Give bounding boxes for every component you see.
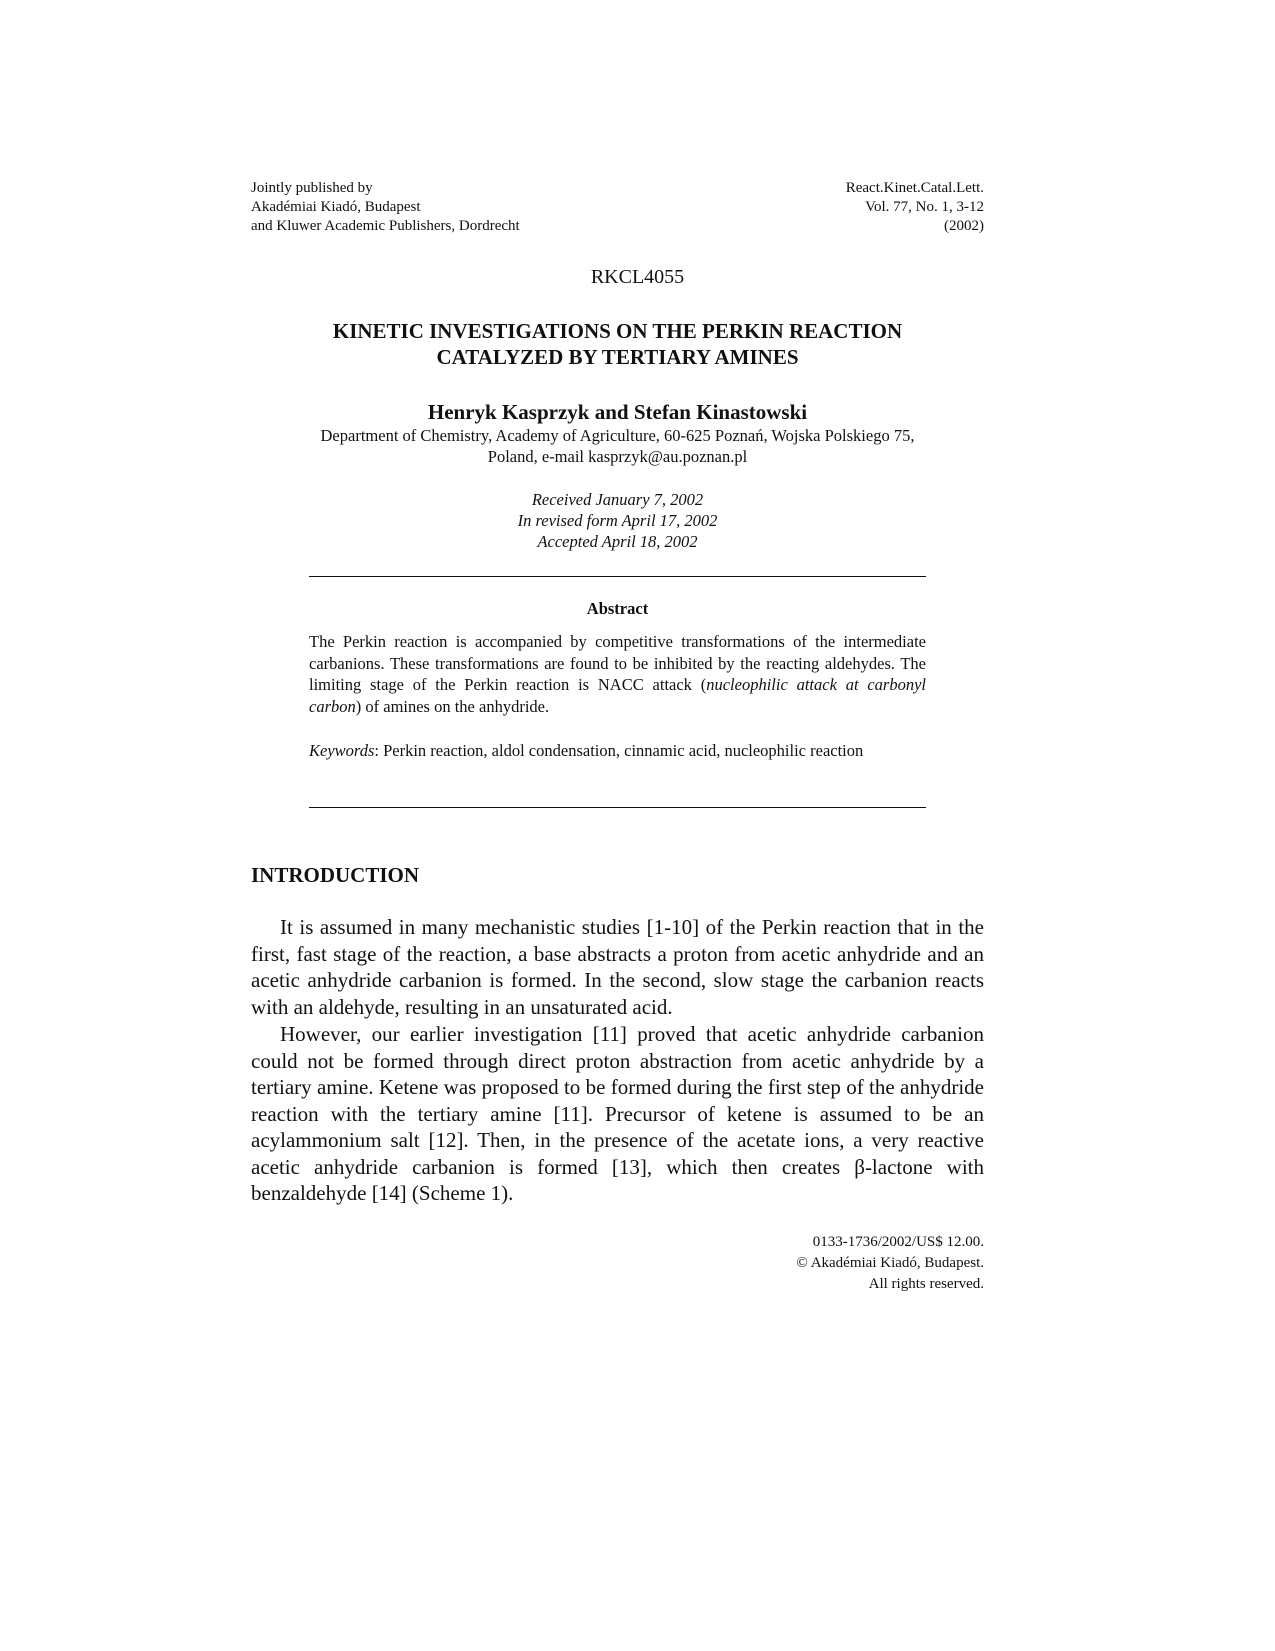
article-code: RKCL4055 (590, 266, 685, 288)
body-paragraph: It is assumed in many mechanistic studies [1-10] of the Perkin reaction that in the first, fast stage of the reaction, a base abstracts a proton from acetic anhydride and an acetic anhydride carbanion is formed. In the second, slow stage the carbanion reacts with an aldehyde, resulting in an unsaturated acid. (251, 915, 984, 1019)
revised-date: In revised form April 17, 2002 (517, 511, 718, 530)
publisher-line: Akadémiai Kiadó, Budapest (251, 199, 421, 215)
copyright-line: © Akadémiai Kiadó, Budapest. (796, 1255, 984, 1271)
abstract-bottom-rule (309, 807, 926, 808)
publisher-line: and Kluwer Academic Publishers, Dordrecht (251, 218, 520, 234)
article-dates (251, 489, 984, 552)
keywords-text: : Perkin reaction, aldol condensation, cinnamic acid, nucleophilic reaction (374, 741, 864, 760)
publisher-info (251, 179, 520, 236)
affiliation-line: Department of Chemistry, Academy of Agriculture, 60-625 Poznań, Wojska Polskiego 75, (320, 426, 915, 445)
authors: Henryk Kasprzyk and Stefan Kinastowski (427, 400, 808, 424)
abstract-text-part: ) of amines on the anhydride. (355, 696, 550, 716)
abstract-text-part: The Perkin reaction is accompanied by competitive transformations of the intermediate carbanions. These transformations are found to be inhibited by the reacting aldehydes. The limiting stage of the Perkin reaction is NACC attack ( (309, 632, 926, 694)
abstract-text (309, 631, 926, 717)
title-line: KINETIC INVESTIGATIONS ON THE PERKIN REACTION (332, 319, 903, 343)
abstract-heading: Abstract (586, 599, 649, 618)
affiliation-line: Poland, e-mail kasprzyk@au.poznan.pl (487, 447, 748, 466)
copyright-line: 0133-1736/2002/US$ 12.00. (812, 1234, 984, 1250)
section-heading-introduction: INTRODUCTION (251, 863, 420, 887)
title-line: CATALYZED BY TERTIARY AMINES (436, 345, 799, 369)
abstract-italic-term: nucleophilic attack at carbonyl carbon (309, 675, 927, 716)
journal-citation (846, 179, 984, 236)
journal-line: React.Kinet.Catal.Lett. (845, 180, 984, 196)
keywords (309, 740, 926, 762)
journal-line: (2002) (944, 218, 984, 234)
copyright-notice (796, 1232, 984, 1295)
accepted-date: Accepted April 18, 2002 (537, 532, 698, 551)
keywords-label: Keywords (309, 741, 375, 760)
publisher-line: Jointly published by (251, 180, 373, 196)
abstract-top-rule (309, 576, 926, 577)
body-paragraph: However, our earlier investigation [11] proved that acetic anhydride carbanion could not be formed through direct proton abstraction from acetic anhydride by a tertiary amine. Ketene was proposed to be formed during the first step of the anhydride reaction with the tertiary amine [11]. Precursor of ketene is assumed to be an acylammonium salt [12]. Then, in the presence of the acetate ions, a very reactive acetic anhydride carbanion is formed [13], which then creates β-lactone with benzaldehyde [14] (Scheme 1). (251, 1022, 984, 1205)
received-date: Received January 7, 2002 (531, 490, 704, 509)
copyright-line: All rights reserved. (868, 1276, 984, 1292)
journal-line: Vol. 77, No. 1, 3-12 (865, 199, 984, 215)
paper-title (251, 318, 984, 370)
affiliation (251, 425, 984, 467)
